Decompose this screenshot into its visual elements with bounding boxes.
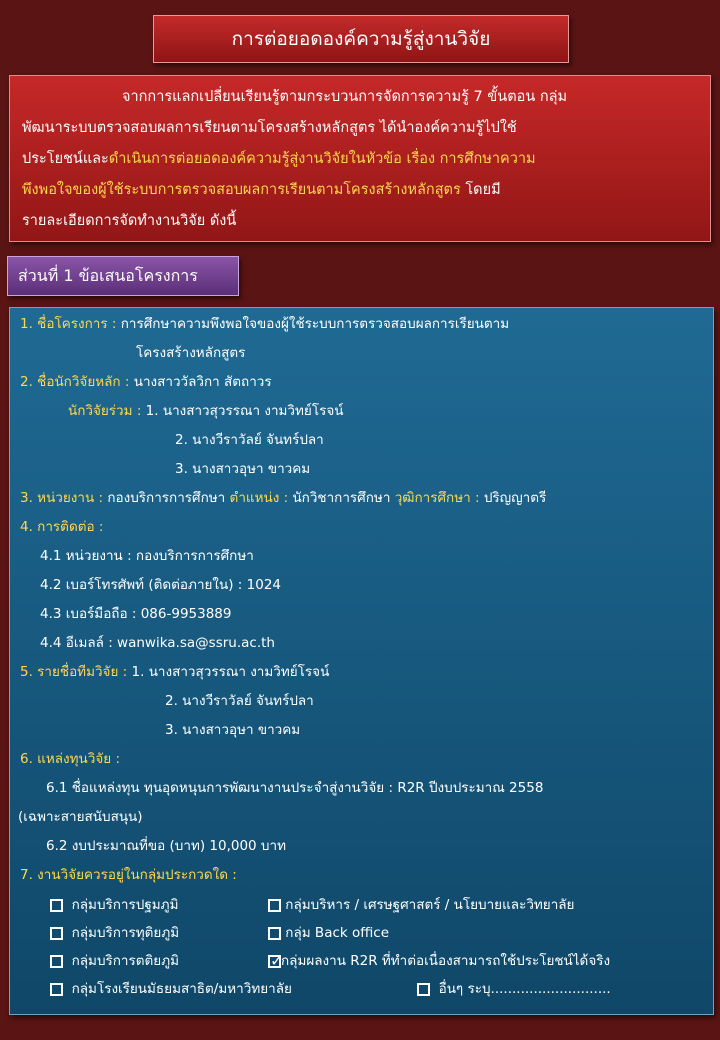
intro-text: ประโยชน์และ: [22, 151, 109, 167]
option-label: กลุ่มบริการทุติยภูมิ: [71, 925, 180, 941]
checkbox[interactable]: [50, 927, 63, 940]
checkbox[interactable]: [417, 983, 430, 996]
contact-item: 4.3 เบอร์มือถือ : 086-9953889: [40, 606, 232, 622]
team-item: 2. นางวีราวัลย์ จันทร์ปลา: [165, 693, 314, 709]
intro-line: พัฒนาระบบตรวจสอบผลการเรียนตามโครงสร้างหลักสูตร ได้นำองค์ความรู้ไปใช้: [22, 120, 517, 136]
group-option-checked[interactable]: [268, 951, 610, 971]
lead-researcher-row: [20, 372, 272, 392]
checkbox[interactable]: [268, 899, 281, 912]
intro-paragraph: [9, 75, 711, 242]
checkbox[interactable]: [268, 927, 281, 940]
team-row: [20, 662, 329, 682]
checkbox[interactable]: [50, 955, 63, 968]
group-option[interactable]: [268, 895, 574, 915]
group-option[interactable]: [50, 951, 179, 971]
field-value: ปริญญาตรี: [479, 490, 547, 506]
field-label: นักวิจัยร่วม :: [68, 403, 142, 419]
fund-heading: 6. แหล่งทุนวิจัย :: [20, 751, 121, 767]
field-label: วุฒิการศึกษา :: [394, 490, 480, 506]
co-researcher-item: 2. นางวีราวัลย์ จันทร์ปลา: [175, 432, 324, 448]
intro-line: [22, 175, 700, 206]
option-label: กลุ่มบริการตติยภูมิ: [71, 953, 180, 969]
co-researcher-item: 3. นางสาวอุษา ขาวคม: [175, 461, 311, 477]
field-label: 3. หน่วยงาน :: [20, 490, 104, 506]
group-option[interactable]: [50, 895, 178, 915]
field-value: นักวิชาการศึกษา: [288, 490, 395, 506]
team-item: 3. นางสาวอุษา ขาวคม: [165, 722, 301, 738]
checkbox[interactable]: [50, 899, 63, 912]
field-label: 1. ชื่อโครงการ :: [20, 316, 117, 332]
option-label: กลุ่มโรงเรียนมัธยมสาธิต/มหาวิทยาลัย: [71, 981, 292, 997]
option-label: อื่นๆ ระบุ............................: [438, 981, 611, 997]
project-name-row: [20, 314, 509, 334]
intro-highlight: พึงพอใจของผู้ใช้ระบบการตรวจสอบผลการเรียนตามโครงสร้างหลักสูตร: [22, 182, 461, 198]
contact-item: 4.2 เบอร์โทรศัพท์ (ติดต่อภายใน) : 1024: [40, 577, 282, 593]
option-label: กลุ่ม Back office: [285, 925, 390, 941]
option-label: กลุ่มผลงาน R2R ที่ทำต่อเนื่องสามารถใช้ประโยชน์ได้จริง: [281, 953, 611, 969]
option-label: กลุ่มบริการปฐมภูมิ: [71, 897, 179, 913]
fund-item-cont: (เฉพาะสายสนับสนุน): [18, 809, 143, 825]
contact-email: 4.4 อีเมลล์ : wanwika.sa@ssru.ac.th: [40, 635, 275, 651]
contact-heading: 4. การติดต่อ :: [20, 519, 104, 535]
group-option[interactable]: [268, 923, 389, 943]
fund-item: 6.1 ชื่อแหล่งทุน ทุนอุดหนุนการพัฒนางานประจำสู่งานวิจัย : R2R ปีงบประมาณ 2558: [46, 780, 544, 796]
intro-highlight: ดำเนินการต่อยอดองค์ความรู้สู่งานวิจัยในหัวข้อ เรื่อง การศึกษาความ: [108, 151, 536, 167]
checkbox[interactable]: [50, 983, 63, 996]
option-label: กลุ่มบริหาร / เศรษฐศาสตร์ / นโยบายและวิทยาลัย: [285, 897, 575, 913]
field-label: ตำแหน่ง :: [229, 490, 289, 506]
co-researcher-row: [68, 401, 343, 421]
proposal-panel: [9, 307, 714, 1015]
intro-line: รายละเอียดการจัดทำงานวิจัย ดังนี้: [22, 213, 237, 229]
contact-item: 4.1 หน่วยงาน : กองบริการการศึกษา: [40, 548, 254, 564]
group-option-other[interactable]: [417, 979, 611, 999]
field-value: 1. นางสาวสุวรรณา งามวิทย์โรจน์: [127, 664, 330, 680]
unit-row: [20, 488, 546, 508]
page-title: การต่อยอดองค์ความรู้สู่งานวิจัย: [153, 15, 569, 63]
intro-text: โดยมี: [460, 182, 501, 198]
field-value: กองบริการการศึกษา: [103, 490, 230, 506]
checkbox-checked[interactable]: [268, 955, 281, 968]
project-name-cont: โครงสร้างหลักสูตร: [136, 345, 246, 361]
group-option[interactable]: [50, 923, 179, 943]
group-heading: 7. งานวิจัยควรอยู่ในกลุ่มประกวดใด :: [20, 867, 237, 883]
field-value: การศึกษาความพึงพอใจของผู้ใช้ระบบการตรวจสอบผลการเรียนตาม: [116, 316, 510, 332]
intro-line: จากการแลกเปลี่ยนเรียนรู้ตามกระบวนการจัดการความรู้ 7 ขั้นตอน กลุ่ม: [122, 89, 568, 105]
field-value: 1. นางสาวสุวรรณา งามวิทย์โรจน์: [141, 403, 344, 419]
field-label: 2. ชื่อนักวิจัยหลัก :: [20, 374, 130, 390]
intro-line: [22, 144, 700, 175]
group-option[interactable]: [50, 979, 292, 999]
section-heading: ส่วนที่ 1 ข้อเสนอโครงการ: [7, 256, 239, 296]
field-value: นางสาววัลวิกา สัตถาวร: [129, 374, 272, 390]
field-label: 5. รายชื่อทีมวิจัย :: [20, 664, 128, 680]
fund-budget: 6.2 งบประมาณที่ขอ (บาท) 10,000 บาท: [46, 838, 286, 854]
